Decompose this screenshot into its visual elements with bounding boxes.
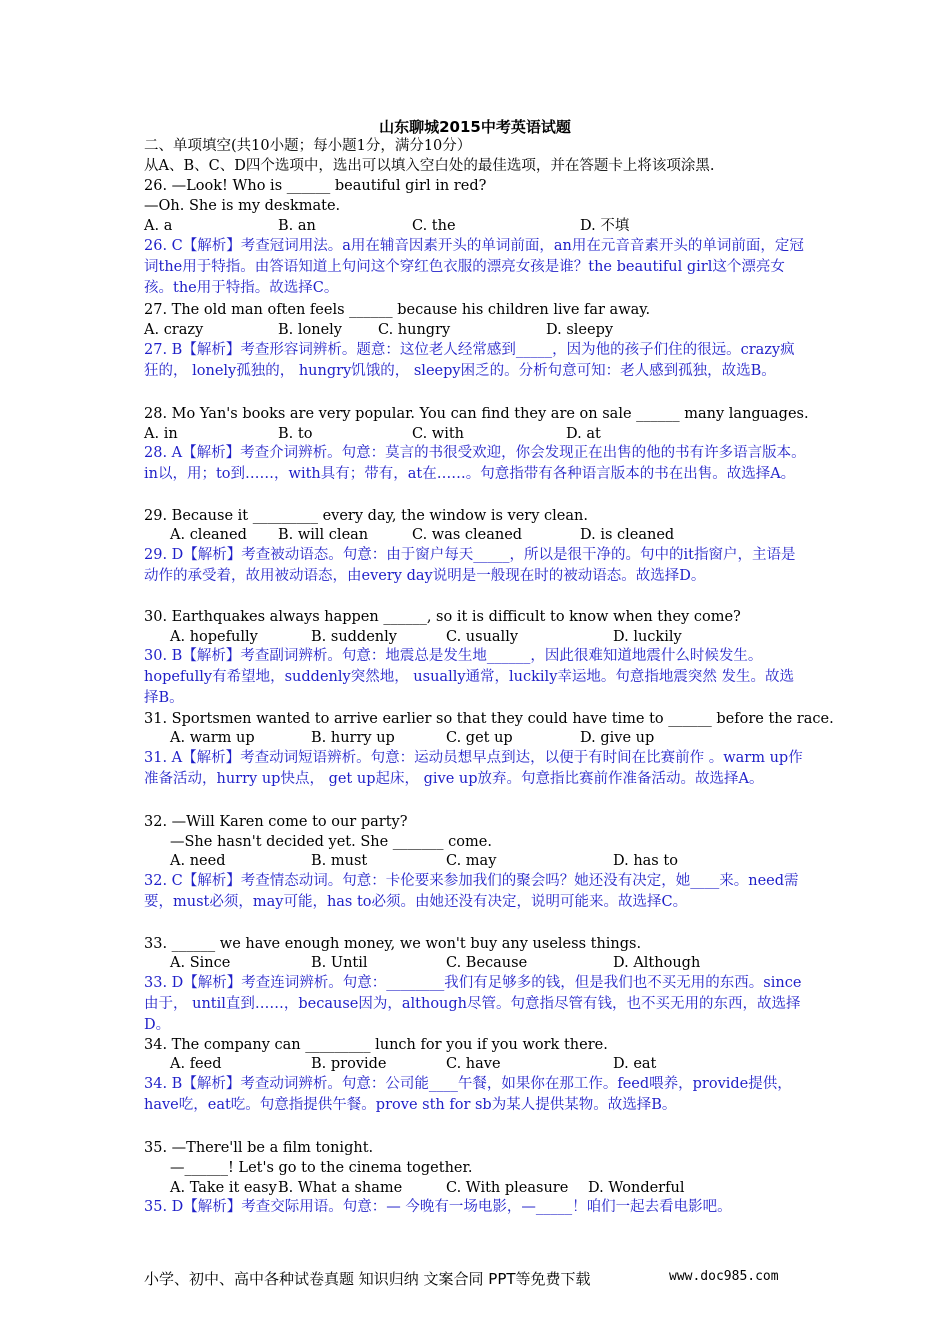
question-stem: 32. —Will Karen come to our party? bbox=[144, 814, 408, 830]
answer-option: A. need bbox=[170, 853, 226, 869]
answer-option: C. With pleasure bbox=[446, 1180, 569, 1196]
question-stem: 34. The company can _________ lunch for you if you work there. bbox=[144, 1037, 608, 1053]
answer-explanation: 33. D【解析】考查连词辨析。句意：________我们有足够多的钱，但是我们也不买无用的东西。since由于， until直到……，because因为，although尽管。句意指尽管有钱，也不买无用的东西，故选择D。 bbox=[144, 975, 802, 1033]
answer-option: B. hurry up bbox=[311, 730, 395, 746]
answer-explanation: 35. D【解析】考查交际用语。句意：— 今晚有一场电影，—_____！咱们一起去看电影吧。 bbox=[144, 1199, 732, 1215]
answer-option: A. hopefully bbox=[170, 629, 258, 645]
question-stem: 28. Mo Yan's books are very popular. You can find they are on sale ______ many languages. bbox=[144, 406, 809, 422]
answer-option: D. Although bbox=[613, 955, 701, 971]
answer-option: D. eat bbox=[613, 1056, 657, 1072]
question-stem: —______! Let's go to the cinema together. bbox=[170, 1160, 473, 1176]
footer-text: 小学、初中、高中各种试卷真题 知识归纳 文案合同 PPT等免费下载 bbox=[144, 1270, 591, 1288]
answer-option: C. the bbox=[412, 218, 456, 234]
answer-option: D. has to bbox=[613, 853, 678, 869]
question-stem: 31. Sportsmen wanted to arrive earlier so that they could have time to ______ before the race. bbox=[144, 711, 834, 727]
answer-option: A. Take it easy bbox=[170, 1180, 277, 1196]
answer-option: A. crazy bbox=[144, 322, 204, 338]
answer-option: A. a bbox=[144, 218, 173, 234]
answer-option: C. with bbox=[412, 426, 465, 442]
answer-option: D. luckily bbox=[613, 629, 682, 645]
section-heading: 二、单项填空(共10小题；每小题1分，满分10分） bbox=[144, 138, 472, 154]
answer-explanation: 34. B【解析】考查动词辨析。句意：公司能____午餐，如果你在那工作。feed喂养，provide提供，have吃，eat吃。句意指提供午餐。prove sth for sb为某人提供某物。故选择B。 bbox=[144, 1076, 792, 1113]
answer-option: D. give up bbox=[580, 730, 655, 746]
answer-explanation: 29. D【解析】考查被动语态。句意：由于窗户每天_____，所以是很干净的。句中的it指窗户，主语是动作的承受着，故用被动语态，由every day说明是一般现在时的被动语态。故选择D。 bbox=[144, 547, 796, 584]
answer-option: B. suddenly bbox=[311, 629, 397, 645]
instructions: 从A、B、C、D四个选项中，选出可以填入空白处的最佳选项，并在答题卡上将该项涂黑. bbox=[144, 158, 715, 174]
answer-option: A. feed bbox=[170, 1056, 222, 1072]
answer-option: C. was cleaned bbox=[412, 527, 523, 543]
question-stem: 35. —There'll be a film tonight. bbox=[144, 1140, 374, 1156]
answer-option: B. will clean bbox=[278, 527, 369, 543]
question-stem: —Oh. She is my deskmate. bbox=[144, 198, 341, 214]
answer-option: C. have bbox=[446, 1056, 501, 1072]
answer-option: B. Until bbox=[311, 955, 368, 971]
answer-option: D. 不填 bbox=[580, 218, 630, 234]
page-title: 山东聊城2015中考英语试题 bbox=[379, 118, 571, 136]
answer-option: C. Because bbox=[446, 955, 528, 971]
question-stem: 27. The old man often feels ______ because his children live far away. bbox=[144, 302, 651, 318]
question-stem: 33. ______ we have enough money, we won't buy any useless things. bbox=[144, 936, 642, 952]
footer bbox=[144, 1268, 779, 1289]
answer-option: D. sleepy bbox=[546, 322, 614, 338]
answer-explanation: 27. B【解析】考查形容词辨析。题意：这位老人经常感到_____，因为他的孩子们住的很远。crazy疯狂的， lonely孤独的， hungry饥饿的， sleepy困乏的。分析句意可知：老人感到孤独，故选B。 bbox=[144, 342, 795, 379]
question-stem: 30. Earthquakes always happen ______, so it is difficult to know when they come? bbox=[144, 609, 741, 625]
answer-explanation: 32. C【解析】考查情态动词。句意：卡伦要来参加我们的聚会吗？她还没有决定，她____来。need需要，must必须，may可能，has to必须。由她还没有决定，说明可能来。故选择C。 bbox=[144, 873, 799, 910]
answer-option: D. Wonderful bbox=[588, 1180, 685, 1196]
answer-option: A. cleaned bbox=[170, 527, 247, 543]
answer-explanation: 28. A【解析】考查介词辨析。句意：莫言的书很受欢迎，你会发现正在出售的他的书有许多语言版本。in以，用；to到……，with具有；带有，at在……。句意指带有各种语言版本的书在出售。故选择A。 bbox=[144, 445, 806, 482]
question-stem: —She hasn't decided yet. She _______ come. bbox=[170, 834, 492, 850]
answer-option: A. warm up bbox=[170, 730, 255, 746]
answer-option: B. provide bbox=[311, 1056, 387, 1072]
answer-explanation: 31. A【解析】考查动词短语辨析。句意：运动员想早点到达，以便于有时间在比赛前作 。warm up作准备活动，hurry up快点， get up起床， give up放弃。句意指比赛前作准备活动。故选择A。 bbox=[144, 750, 803, 787]
answer-option: C. hungry bbox=[378, 322, 451, 338]
answer-option: B. an bbox=[278, 218, 316, 234]
answer-option: A. in bbox=[144, 426, 178, 442]
answer-option: D. is cleaned bbox=[580, 527, 675, 543]
answer-option: A. Since bbox=[170, 955, 231, 971]
answer-option: C. may bbox=[446, 853, 497, 869]
answer-option: C. get up bbox=[446, 730, 513, 746]
answer-explanation: 30. B【解析】考查副词辨析。句意：地震总是发生地______，因此很难知道地震什么时候发生。hopefully有希望地，suddenly突然地， usually通常，luckily幸运地。句意指地震突然 发生。故选择B。 bbox=[144, 648, 794, 706]
answer-explanation: 26. C【解析】考查冠词用法。a用在辅音因素开头的单词前面，an用在元音音素开头的单词前面，定冠词the用于特指。由答语知道上句问这个穿红色衣服的漂亮女孩是谁？the beautiful girl这个漂亮女孩。the用于特指。故选择C。 bbox=[144, 238, 804, 296]
answer-option: B. must bbox=[311, 853, 368, 869]
answer-option: D. at bbox=[566, 426, 601, 442]
question-stem: 29. Because it _________ every day, the window is very clean. bbox=[144, 508, 588, 524]
answer-option: C. usually bbox=[446, 629, 519, 645]
answer-option: B. to bbox=[278, 426, 313, 442]
footer-url[interactable]: www.doc985.com bbox=[669, 1269, 779, 1284]
answer-option: B. lonely bbox=[278, 322, 342, 338]
question-stem: 26. —Look! Who is ______ beautiful girl in red? bbox=[144, 178, 487, 194]
answer-option: B. What a shame bbox=[278, 1180, 403, 1196]
